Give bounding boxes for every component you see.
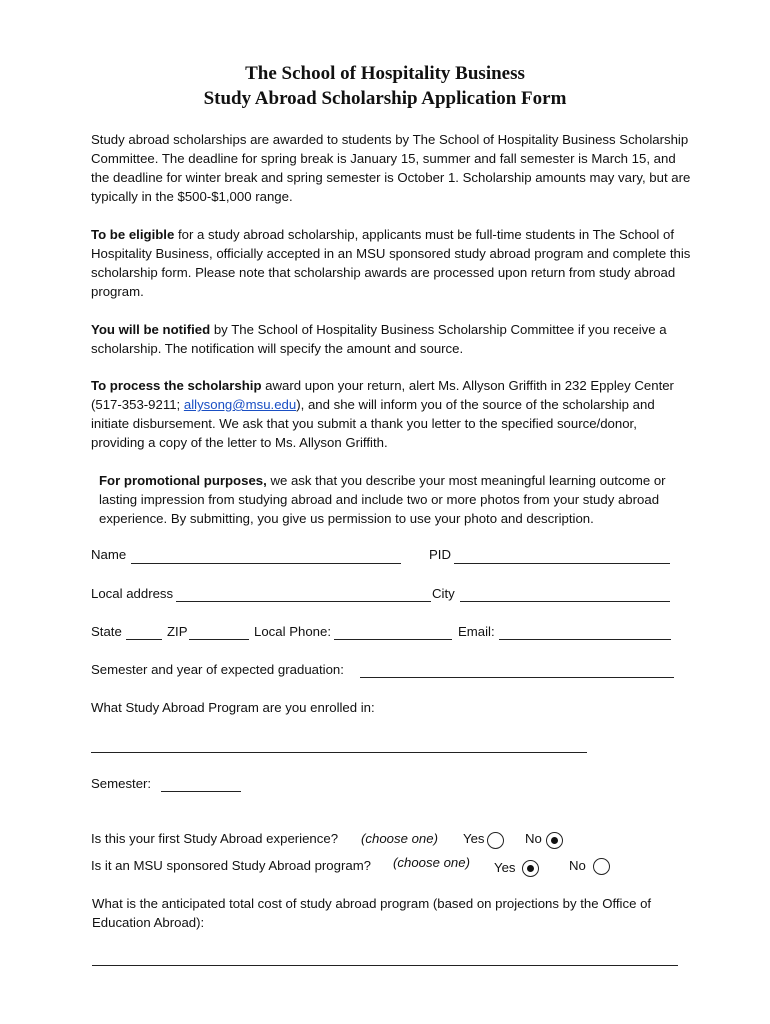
msu-sponsored-yes-label: Yes <box>494 860 516 875</box>
msu-sponsored-no-label: No <box>569 858 586 873</box>
email-label: Email: <box>458 624 495 639</box>
zip-field[interactable] <box>189 639 249 640</box>
msu-sponsored-question: Is it an MSU sponsored Study Abroad program? <box>91 858 372 873</box>
local-phone-label: Local Phone: <box>254 624 331 639</box>
msu-sponsored-no-radio[interactable] <box>593 858 610 875</box>
first-experience-no-label: No <box>525 831 542 846</box>
email-field[interactable] <box>499 639 671 640</box>
intro-paragraph: Study abroad scholarships are awarded to students by The School of Hospitality Business Scholarship Committee. The deadline for spring break is January 15, summer and fall semester is March 15, and the deadline for winter break and spring semester is October 1. Scholarship amounts may vary, but are typically in the $500-$1,000 range. <box>91 132 691 204</box>
graduation-label: Semester and year of expected graduation: <box>91 662 344 677</box>
first-experience-hint: (choose one) <box>361 831 438 846</box>
first-experience-yes-radio[interactable] <box>487 832 504 849</box>
promotional-text: we ask that you describe your most meaningful learning outcome or lasting impression from studying abroad and include two or more photos from your study abroad experience. By submitting, you give us permission to use your photo and description. <box>99 473 666 526</box>
semester-field[interactable] <box>161 791 241 792</box>
process-paragraph <box>91 376 691 452</box>
first-experience-no-radio[interactable] <box>546 832 563 849</box>
notification-heading: You will be notified <box>91 322 211 337</box>
local-phone-field[interactable] <box>334 639 452 640</box>
radio-dot <box>527 865 534 872</box>
notification-paragraph <box>91 320 691 358</box>
local-address-label: Local address <box>91 586 174 601</box>
program-field[interactable] <box>91 752 587 753</box>
graduation-field[interactable] <box>360 677 674 678</box>
pid-field[interactable] <box>454 563 670 564</box>
first-experience-question: Is this your first Study Abroad experience? <box>91 831 339 846</box>
eligibility-text: for a study abroad scholarship, applicants must be full-time students in The School of Hospitality Business, officially accepted in an MSU sponsored study abroad program and complete this scholarship form. Please note that scholarship awards are processed upon return from study abroad program. <box>91 227 691 299</box>
promotional-heading: For promotional purposes, <box>99 473 267 488</box>
pid-label: PID <box>429 547 451 562</box>
eligibility-paragraph <box>91 225 691 301</box>
msu-sponsored-yes-radio[interactable] <box>522 860 539 877</box>
local-address-field[interactable] <box>176 601 431 602</box>
program-label: What Study Abroad Program are you enrolled in: <box>91 700 375 715</box>
cost-question: What is the anticipated total cost of study abroad program (based on projections by the Office of Education Abroad): <box>92 896 652 930</box>
form-title-line-2: Study Abroad Scholarship Application Form <box>203 88 567 109</box>
city-field[interactable] <box>460 601 670 602</box>
state-label: State <box>91 624 122 639</box>
zip-label: ZIP <box>167 624 188 639</box>
name-field[interactable] <box>131 563 401 564</box>
process-text-2: ), and she will inform you of the source of the scholarship and initiate disbursement. We ask that you submit a thank you letter to the specified source/donor, providing a copy of the letter to Ms. Allyson Griffith. <box>91 397 655 450</box>
promotional-paragraph <box>99 471 679 528</box>
process-heading: To process the scholarship <box>91 378 262 393</box>
msu-sponsored-hint: (choose one) <box>393 855 470 870</box>
semester-label: Semester: <box>91 776 152 791</box>
cost-field[interactable] <box>92 965 678 966</box>
eligibility-heading: To be eligible <box>91 227 175 242</box>
name-label: Name <box>91 547 127 562</box>
process-text-1: award upon your return, alert Ms. Allyson Griffith in 232 Eppley Center (517-353-9211; <box>91 378 674 412</box>
radio-dot <box>551 837 558 844</box>
form-title-line-1: The School of Hospitality Business <box>245 63 525 84</box>
state-field[interactable] <box>126 639 162 640</box>
notification-text: by The School of Hospitality Business Scholarship Committee if you receive a scholarship. The notification will specify the amount and source. <box>91 322 667 356</box>
contact-email-link[interactable]: allysong@msu.edu <box>183 397 297 412</box>
city-label: City <box>432 586 455 601</box>
first-experience-yes-label: Yes <box>463 831 485 846</box>
